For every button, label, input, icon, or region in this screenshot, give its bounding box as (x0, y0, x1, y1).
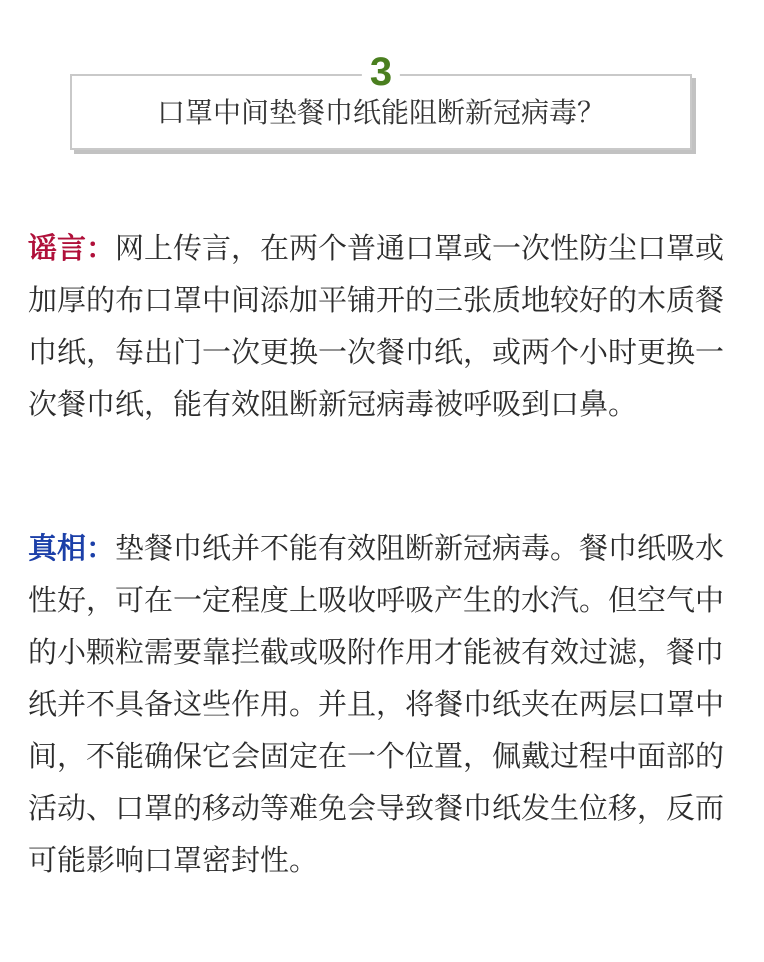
rumor-label: 谣言： (28, 231, 116, 265)
page-title: 口罩中间垫餐巾纸能阻断新冠病毒？ (156, 96, 605, 129)
truth-label: 真相： (28, 531, 116, 565)
truth-text: 垫餐巾纸并不能有效阻断新冠病毒。餐巾纸吸水性好，可在一定程度上吸收呼吸产生的水汽。但空气中的小颗粒需要靠拦截或吸附作用才能被有效过滤，餐巾纸并不具备这些作用。并且，将餐巾纸夹在两层口罩中间，不能确保它会固定在一个位置，佩戴过程中面部的活动、口罩的移动等难免会导致餐巾纸发生位移，反而可能影响口罩密封性。 (28, 531, 725, 877)
truth-paragraph (28, 522, 740, 886)
title-box (70, 50, 692, 150)
rumor-paragraph (28, 222, 740, 430)
section-number: 3 (362, 50, 400, 94)
rumor-text: 网上传言，在两个普通口罩或一次性防尘口罩或加厚的布口罩中间添加平铺开的三张质地较好的木质餐巾纸，每出门一次更换一次餐巾纸，或两个小时更换一次餐巾纸，能有效阻断新冠病毒被呼吸到口鼻。 (28, 231, 725, 421)
